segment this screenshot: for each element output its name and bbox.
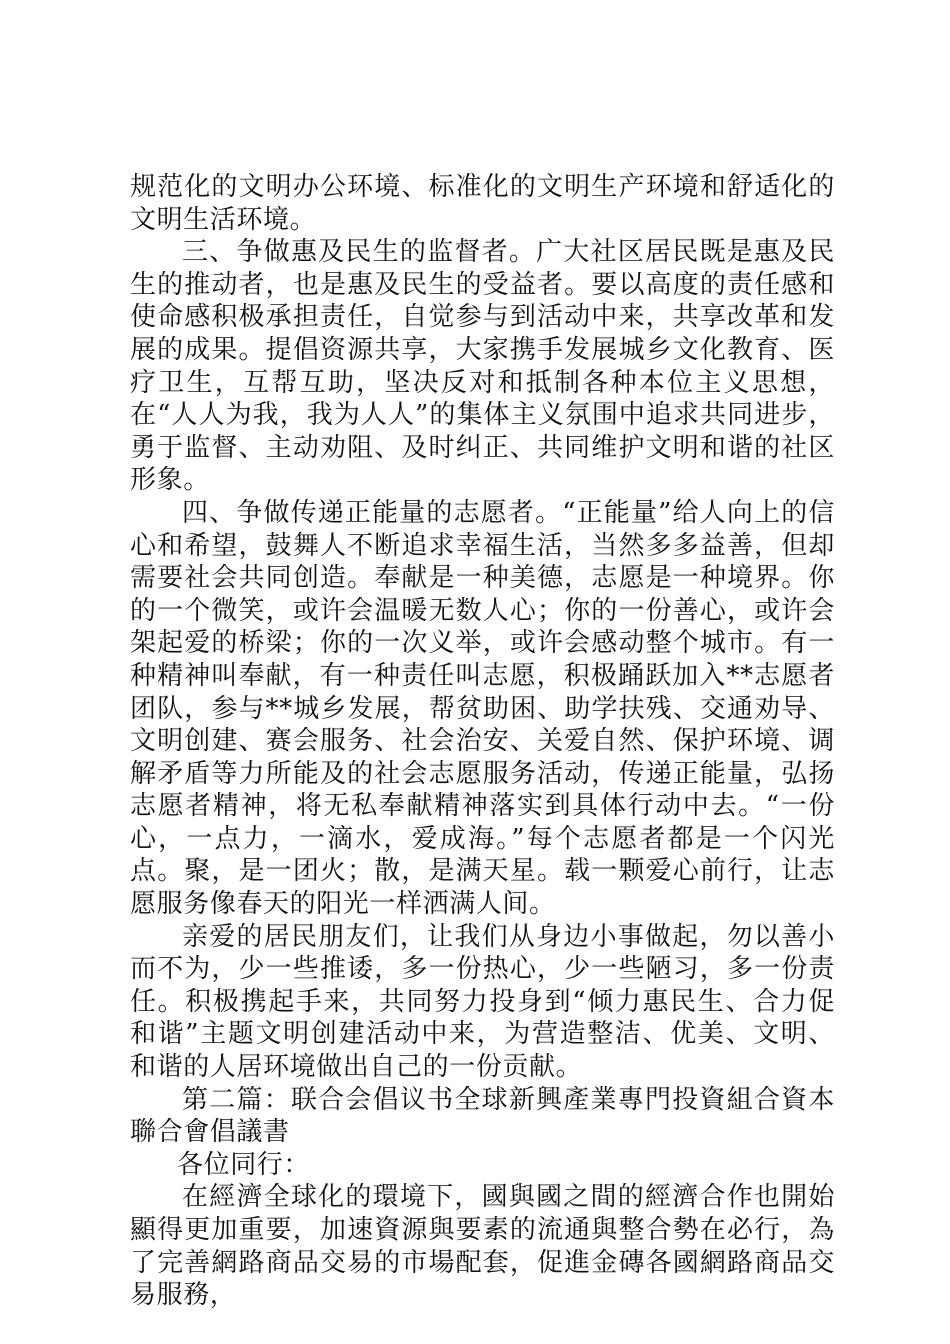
- paragraph-supervisor: 三、争做惠及民生的监督者。广大社区居民既是惠及民生的推动者，也是惠及民生的受益者。要以高度的责任感和使命感积极承担责任，自觉参与到活动中来，共享改革和发展的成果。提倡资源共享，大家携手发展城乡文化教育、医疗卫生，互帮互助，坚决反对和抵制各种本位主义思想，在“人人为我，我为人人”的集体主义氛围中追求共同进步，勇于监督、主动劝阻、及时纠正、共同维护文明和谐的社区形象。: [130, 237, 835, 496]
- section-heading-part-two: 第二篇：联合会倡议书全球新興產業專門投資組合資本聯合會倡議書: [130, 1084, 835, 1148]
- paragraph-living-environment: 规范化的文明办公环境、标准化的文明生产环境和舒适化的文明生活环境。: [130, 172, 835, 235]
- paragraph-globalization: 在經濟全球化的環境下，國與國之間的經濟合作也開始顯得更加重要，加速資源與要素的流通與整合勢在必行，為了完善網路商品交易的市場配套，促進金磚各國網路商品交易服務，: [130, 1182, 835, 1311]
- salutation: 各位同行：: [177, 1149, 311, 1180]
- document-body: [130, 171, 835, 1312]
- paragraph-closing-appeal: 亲爱的居民朋友们，让我们从身边小事做起，勿以善小而不为，少一些推诿，多一份热心，少一些陋习，多一份责任。积极携起手来，共同努力投身到“倾力惠民生、合力促和谐”主题文明创建活动中来，为营造整洁、优美、文明、和谐的人居环境做出自己的一份贡献。: [130, 921, 835, 1083]
- paragraph-volunteer: 四、争做传递正能量的志愿者。“正能量”给人向上的信心和希望，鼓舞人不断追求幸福生活，当然多多益善，但却需要社会共同创造。奉献是一种美德，志愿是一种境界。你的一个微笑，或许会温暖无数人心；你的一份善心，或许会架起爱的桥梁；你的一次义举，或许会感动整个城市。有一种精神叫奉献，有一种责任叫志愿，积极踊跃加入**志愿者团队，参与**城乡发展，帮贫助困、助学扶残、交通劝导、文明创建、赛会服务、社会治安、关爱自然、保护环境、调解矛盾等力所能及的社会志愿服务活动，传递正能量，弘扬志愿者精神，将无私奉献精神落实到具体行动中去。“一份心，一点力，一滴水，爱成海。”每个志愿者都是一个闪光点。聚，是一团火；散，是满天星。载一颗爱心前行，让志愿服务像春天的阳光一样洒满人间。: [130, 497, 835, 920]
